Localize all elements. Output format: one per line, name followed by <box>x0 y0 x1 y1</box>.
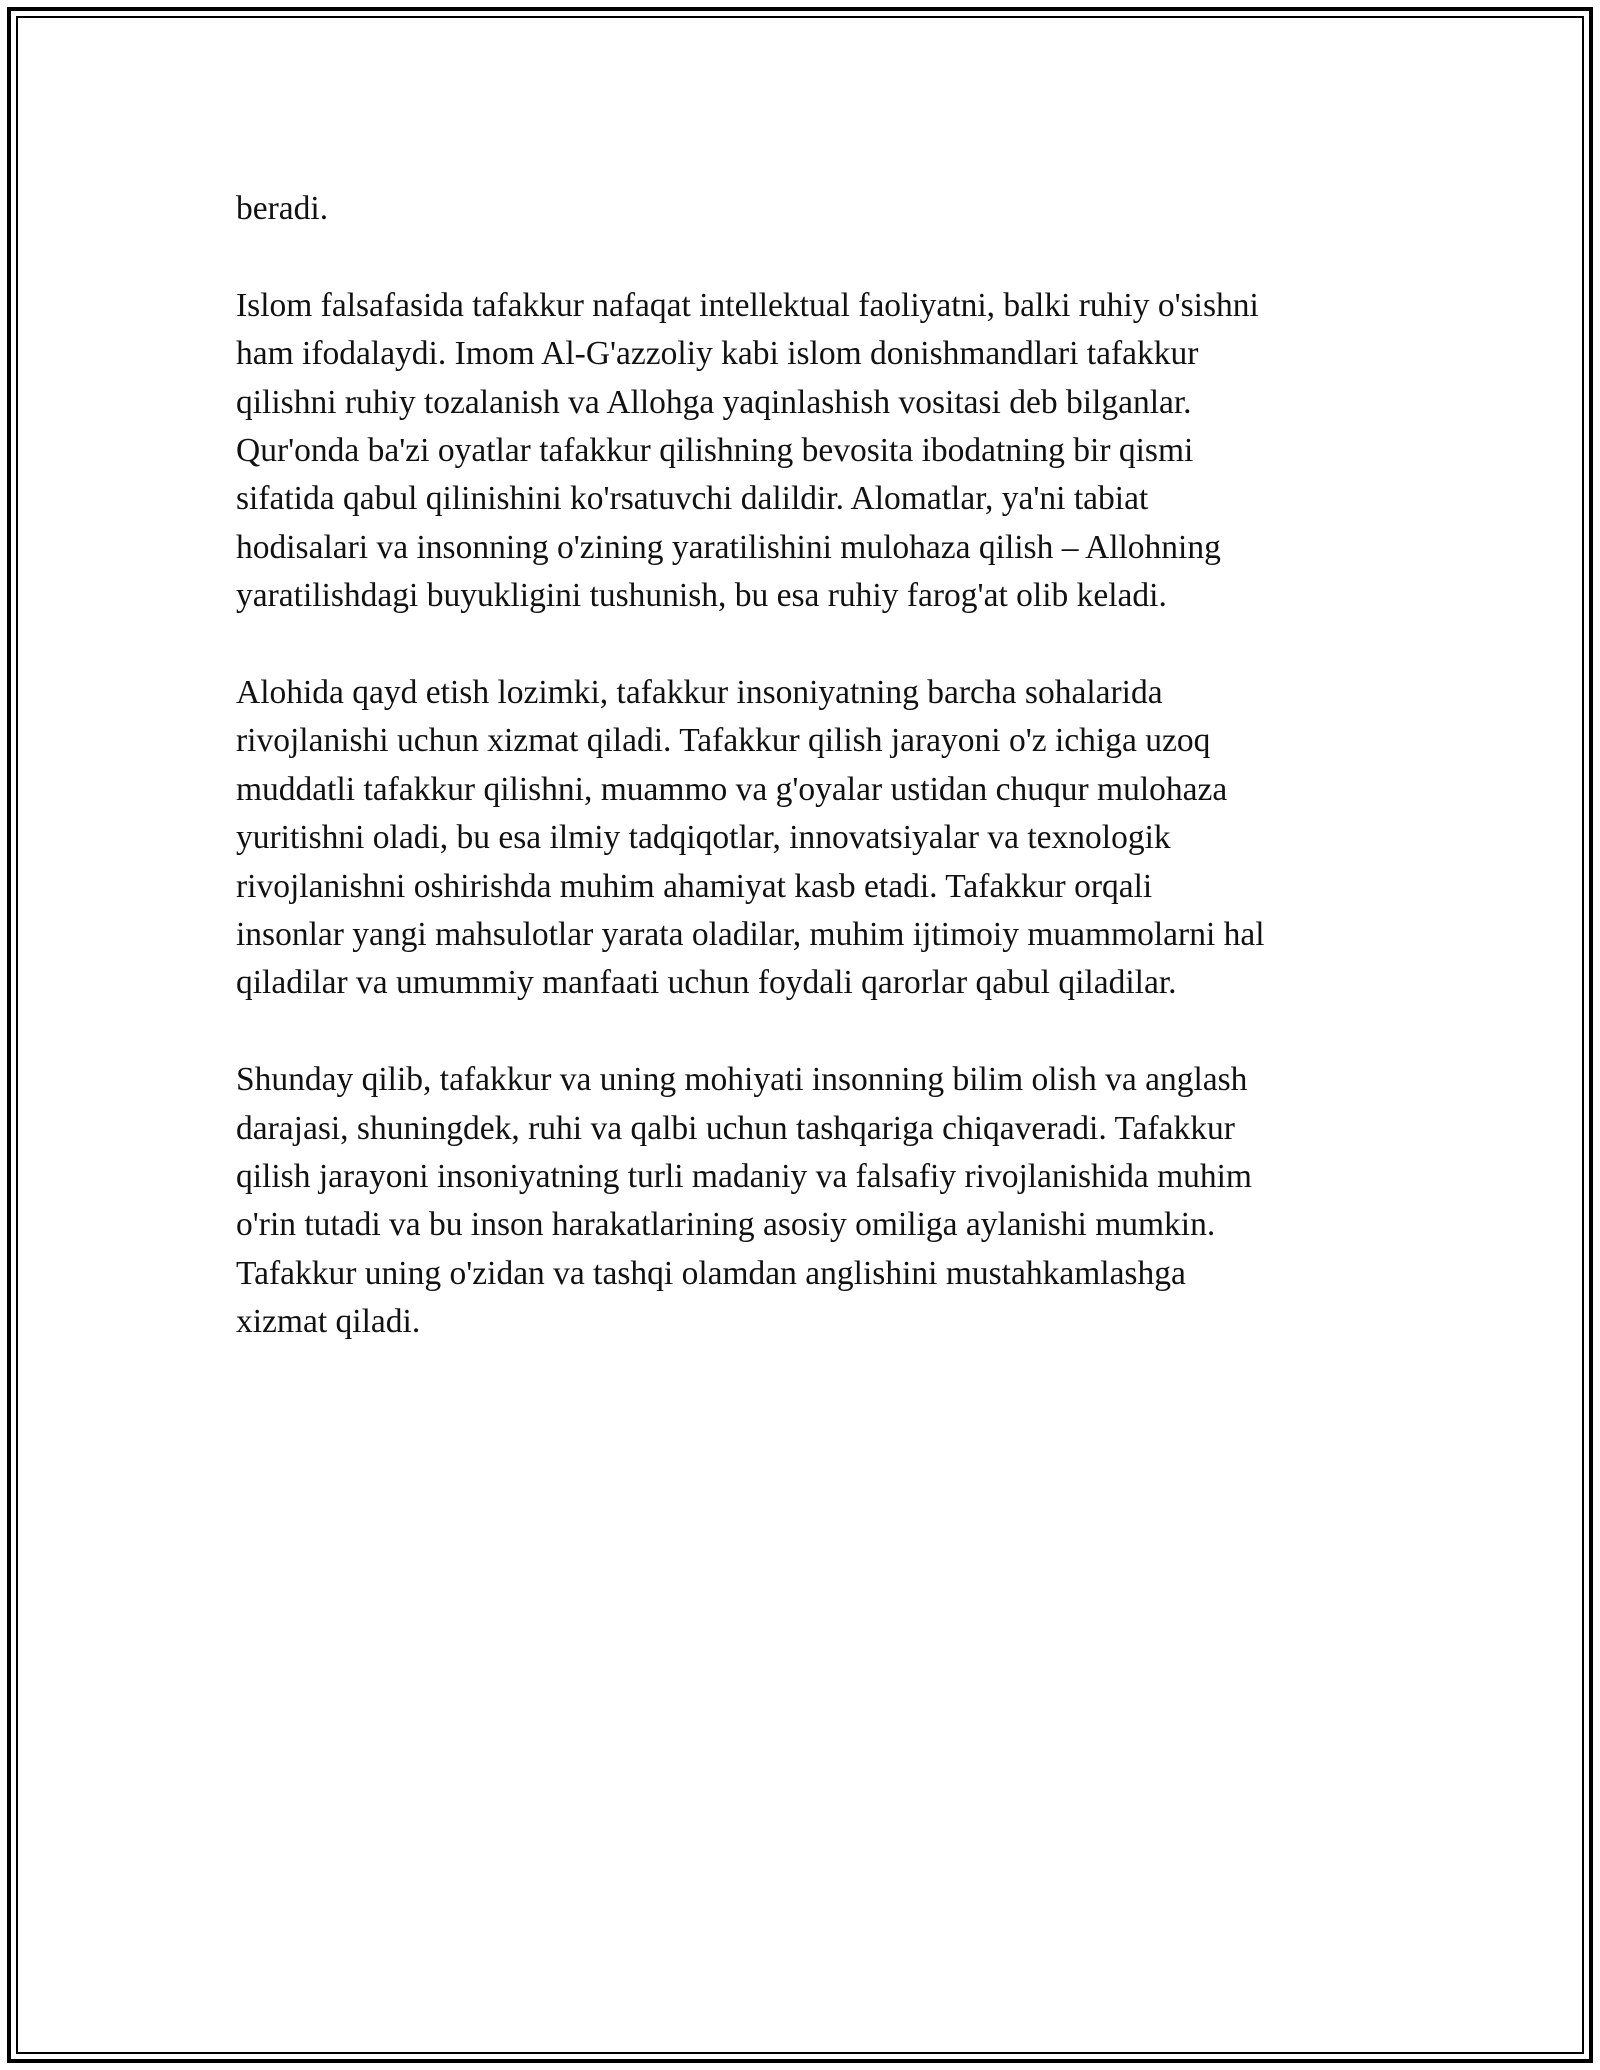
text-line: qiladilar va umummiy manfaati uchun foydali qarorlar qabul qiladilar. <box>236 964 1177 1002</box>
text-line: Alohida qayd etish lozimki, tafakkur insoniyatning barcha sohalarida <box>236 674 1163 712</box>
text-line: darajasi, shuningdek, ruhi va qalbi uchun tashqariga chiqaveradi. Tafakkur <box>236 1109 1235 1147</box>
text-line: muddatli tafakkur qilishni, muammo va g'oyalar ustidan chuqur mulohaza <box>236 770 1228 808</box>
text-line: o'rin tutadi va bu inson harakatlarining asosiy omiliga aylanishi mumkin. <box>236 1206 1216 1244</box>
paragraph-2 <box>236 282 1366 621</box>
text-line: qilishni ruhiy tozalanish va Allohga yaqinlashish vositasi deb bilganlar. <box>236 383 1192 421</box>
text-line: yuritishni oladi, bu esa ilmiy tadqiqotlar, innovatsiyalar va texnologik <box>236 819 1171 857</box>
text-line: ham ifodalaydi. Imom Al-G'azzoliy kabi islom donishmandlari tafakkur <box>236 335 1199 373</box>
paragraph-3 <box>236 669 1366 1008</box>
text-line: Qur'onda ba'zi oyatlar tafakkur qilishning bevosita ibodatning bir qismi <box>236 432 1194 470</box>
text-line: xizmat qiladi. <box>236 1303 421 1341</box>
text-line: beradi. <box>236 190 329 227</box>
paragraph-1 <box>236 185 1366 233</box>
paragraph-4 <box>236 1056 1366 1346</box>
text-line: rivojlanishni oshirishda muhim ahamiyat kasb etadi. Tafakkur orqali <box>236 867 1153 905</box>
text-line: Shunday qilib, tafakkur va uning mohiyati insonning bilim olish va anglash <box>236 1061 1248 1099</box>
text-line: Islom falsafasida tafakkur nafaqat intellektual faoliyatni, balki ruhiy o'sishni <box>236 286 1259 324</box>
text-line: Tafakkur uning o'zidan va tashqi olamdan anglishini mustahkamlashga <box>236 1254 1186 1292</box>
text-line: insonlar yangi mahsulotlar yarata oladilar, muhim ijtimoiy muammolarni hal <box>236 916 1265 954</box>
text-line: rivojlanishi uchun xizmat qiladi. Tafakkur qilish jarayoni o'z ichiga uzoq <box>236 722 1211 760</box>
text-line: qilish jarayoni insoniyatning turli madaniy va falsafiy rivojlanishida muhim <box>236 1158 1252 1196</box>
document-body <box>236 185 1366 1395</box>
text-line: hodisalari va insonning o'zining yaratilishini mulohaza qilish – Allohning <box>236 528 1221 566</box>
text-line: sifatida qabul qilinishini ko'rsatuvchi dalildir. Alomatlar, ya'ni tabiat <box>236 480 1149 518</box>
text-line: yaratilishdagi buyukligini tushunish, bu esa ruhiy farog'at olib keladi. <box>236 577 1167 615</box>
